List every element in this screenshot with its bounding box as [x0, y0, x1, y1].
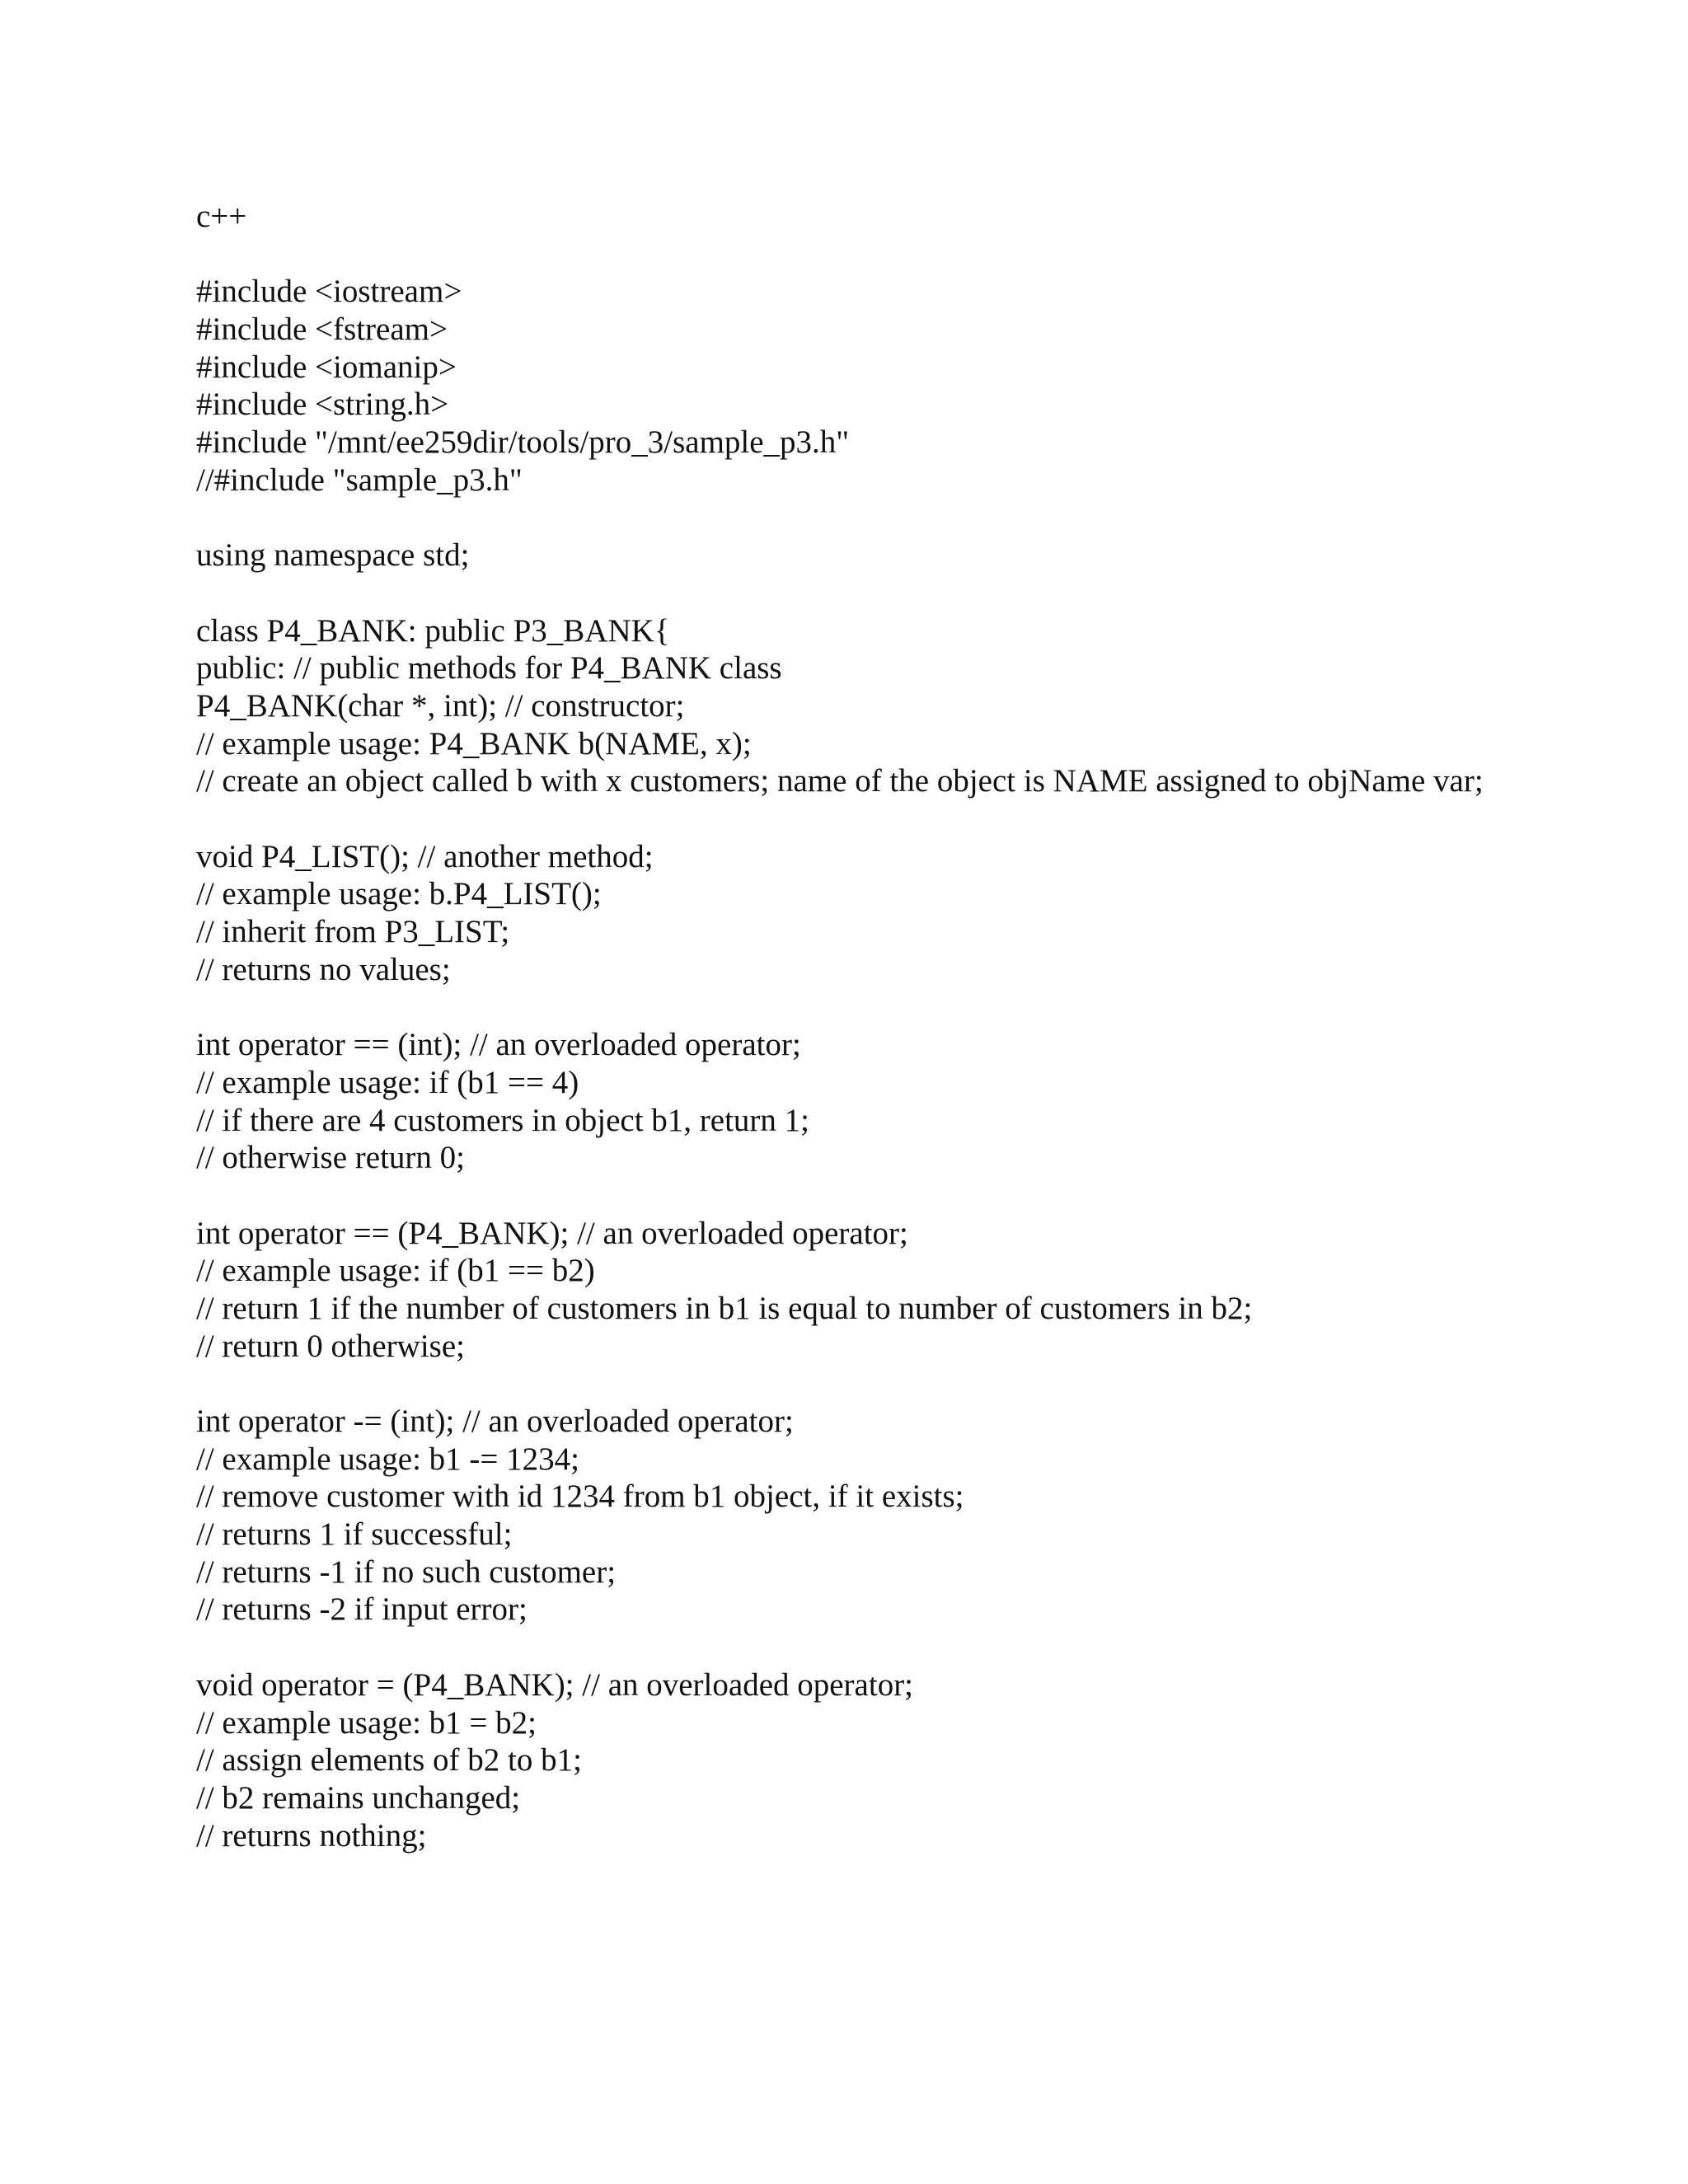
include-line: //#include "sample_p3.h" [196, 462, 523, 498]
code-line: class P4_BANK: public P3_BANK{ [196, 612, 670, 649]
blank-line [196, 988, 1515, 1026]
code-line: // if there are 4 customers in object b1, return 1; [196, 1102, 810, 1138]
code-line: public: // public methods for P4_BANK class [196, 650, 782, 687]
p4-list-section [196, 838, 1515, 989]
code-line: // example usage: b1 = b2; [196, 1704, 537, 1741]
code-line: void operator = (P4_BANK); // an overloaded operator; [196, 1666, 914, 1703]
code-line: int operator == (int); // an overloaded operator; [196, 1027, 801, 1063]
include-line: #include <string.h> [196, 387, 449, 423]
blank-line [196, 1365, 1515, 1403]
code-line: // remove customer with id 1234 from b1 object, if it exists; [196, 1479, 964, 1515]
code-line: // returns 1 if successful; [196, 1516, 513, 1553]
blank-line [196, 499, 1515, 537]
blank-line [196, 1177, 1515, 1215]
include-line: #include "/mnt/ee259dir/tools/pro_3/sample_p3.h" [196, 424, 850, 461]
code-line: // example usage: b1 -= 1234; [196, 1441, 579, 1477]
code-line: // returns no values; [196, 951, 451, 987]
blank-line [196, 236, 1515, 274]
code-line: // example usage: P4_BANK b(NAME, x); [196, 725, 752, 762]
include-line: #include <fstream> [196, 312, 448, 348]
blank-line [196, 574, 1515, 612]
code-line: int operator -= (int); // an overloaded operator; [196, 1404, 794, 1440]
code-line: // example usage: if (b1 == b2) [196, 1253, 595, 1289]
code-line: // returns -2 if input error; [196, 1591, 528, 1628]
code-line: void P4_LIST(); // another method; [196, 838, 654, 874]
code-line: // example usage: if (b1 == 4) [196, 1064, 579, 1100]
operator-eq-int-section [196, 1026, 1515, 1177]
code-line: // create an object called b with x customers; name of the object is NAME assigned to objName var; [196, 763, 1484, 799]
code-listing [196, 198, 1515, 1854]
code-line: // b2 remains unchanged; [196, 1779, 521, 1816]
code-line: // returns nothing; [196, 1817, 427, 1854]
include-line: #include <iomanip> [196, 349, 457, 385]
include-line: #include <iostream> [196, 274, 462, 310]
code-line: int operator == (P4_BANK); // an overloaded operator; [196, 1215, 908, 1251]
include-section [196, 273, 1515, 499]
operator-eq-bank-section [196, 1215, 1515, 1366]
code-line: // inherit from P3_LIST; [196, 914, 510, 950]
code-line: P4_BANK(char *, int); // constructor; [196, 687, 685, 724]
blank-line [196, 1629, 1515, 1666]
code-line: // return 0 otherwise; [196, 1328, 465, 1364]
operator-assign-section [196, 1666, 1515, 1854]
operator-minus-eq-section [196, 1403, 1515, 1629]
blank-line [196, 800, 1515, 838]
using-namespace-line: using namespace std; [196, 537, 470, 574]
code-line: // returns -1 if no such customer; [196, 1554, 617, 1590]
code-line: // return 1 if the number of customers in b1 is equal to number of customers in b2; [196, 1290, 1253, 1326]
class-declaration-section [196, 612, 1515, 800]
code-line: // example usage: b.P4_LIST(); [196, 876, 602, 912]
code-line: // otherwise return 0; [196, 1140, 465, 1176]
language-label: c++ [196, 199, 247, 234]
code-line: // assign elements of b2 to b1; [196, 1742, 582, 1779]
